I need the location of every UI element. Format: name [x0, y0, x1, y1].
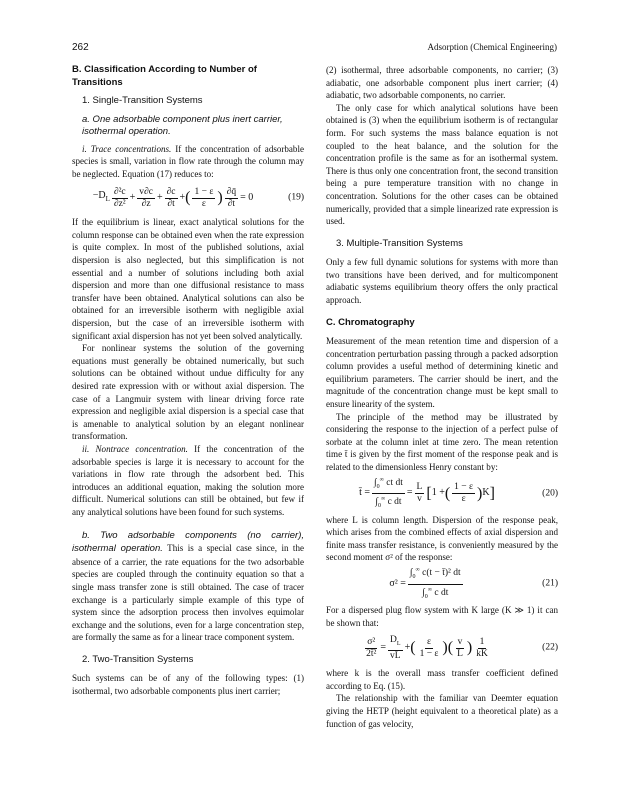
equation-20: [326, 474, 558, 514]
paragraph-multiple-transition: Only a few full dynamic solutions for systems with more than two transitions have been derived, and for multicomponent adiabatic systems equilibrium theory offers the only practical approach.: [326, 257, 558, 305]
nontrace-label: ii. Nontrace concentration.: [82, 443, 188, 454]
paragraph-measurement: Measurement of the mean retention time and dispersion of a concentration perturbation passing through a packed adsorption column provides a useful method of determining kinetic and equilibrium parameters. The carrier should be inert, and the magnitude of the concentration change must be kept small to ensure linearity of the system.: [326, 336, 558, 410]
heading-single-transition: 1. Single-Transition Systems: [82, 95, 203, 106]
equation-22-body: $\frac{\text{σ²}}{\text{2t̄²}}$ = $\frac{D_L}{vL}$ + ( $\frac{\varepsilon}{1 - \varepsilon}$ ) ( $\frac{v}{L}$ ) $\frac{1}{kK}$: [366, 634, 488, 661]
equation-19-text: [0, 0, 1, 1]
equation-19-number: (19): [288, 192, 304, 203]
equation-21-body: σ² = $\frac{\int_0^\infty c(t - t̄)^2 dt}{\int_0^\infty c dt}$: [389, 567, 461, 600]
equation-22: [326, 629, 558, 667]
left-column: [72, 64, 304, 698]
equation-19-body: $-D_L$ $\frac{\text{∂²c}}{\text{∂z²}}$ + $\frac{v\partial c}{\partial z}$ + $\frac{\partial c}{\partial t}$ + ( $\frac{1 - \varepsilon}{\varepsilon}$ ) $\frac{\partial q̄}{\partial t}$ = 0: [92, 186, 254, 209]
page-number: 262: [72, 42, 89, 53]
paragraph-plug-flow: For a dispersed plug flow system with K large (K ≫ 1) it can be shown that:: [326, 605, 558, 628]
equation-21-number: (21): [542, 578, 558, 589]
paragraph-principle: The principle of the method may be illustrated by considering the response to the injection of a perfect pulse of sorbate at the column inlet at time zero. The mean retention time t̄ is given by the first moment of the response peak and is related to the dimensionless Henry constant by:: [326, 411, 558, 473]
paragraph-mass-transfer: where k is the overall mass transfer coefficient defined according to Eq. (15).: [326, 668, 558, 691]
trace-label: i. Trace concentrations.: [82, 143, 172, 154]
equation-22-number: (22): [542, 642, 558, 653]
equation-21: [326, 564, 558, 604]
running-title: Adsorption (Chemical Engineering): [427, 42, 557, 52]
nontrace-text: If the concentration of the adsorbable species is large it is necessary to account for the variations in flow rate through the adsorbent bed. This introduces an additional equation, making the solution more difficult. Numerical solutions can still be obtained, but few if any analytical solutions have been found for such systems.: [72, 443, 304, 517]
two-adsorbable-text: This is a special case since, in the absence of a carrier, the rate equations for the two adsorbable species are coupled through the continuity equation so that a single mass transfer zone is still obtained. The case of tracer exchange is a particularly simple example of this type of system since the adsorption process then involves equimolar exchange and the solutions, even for a large concentration step, are formally the same as for a linear trace component system.: [72, 543, 304, 643]
equation-19: [72, 180, 304, 216]
heading-two-transition: 2. Two-Transition Systems: [82, 653, 194, 665]
heading-section-b: B. Classification According to Number of Transitions: [72, 64, 257, 88]
heading-one-adsorbable: a. One adsorbable component plus inert carrier, isothermal operation.: [82, 113, 283, 137]
paragraph-column-length: where L is column length. Dispersion of the response peak, which arises from the combined effects of axial dispersion and finite mass transfer resistance, is conveniently measured by the second moment σ² of the response:: [326, 514, 558, 563]
equation-text-alternatives: [0, 0, 1, 1]
paragraph-nonlinear: For nonlinear systems the solution of the governing equations must generally be obtained numerically, but such solutions can be obtained without undue difficulty for any desired rate expression with or without axial dispersion. The case of a Langmuir system with linear driving force rate expression and negligible axial dispersion is a special case that is amenable to analytical solution by an elegant nonlinear transformation.: [72, 343, 304, 442]
paragraph-nontrace: [72, 443, 304, 519]
paragraph-van-deemter: The relationship with the familiar van Deemter equation giving the HETP (height equivalent to a theoretical plate) as a function of gas velocity,: [326, 693, 558, 729]
paragraph-two-adsorbable: [72, 529, 304, 644]
paragraph-trace: [72, 143, 304, 181]
equation-20-number: (20): [542, 488, 558, 499]
paragraph-list: (2) isothermal, three adsorbable components, no carrier; (3) adiabatic, one adsorbable component plus inert carrier; (4) adiabatic, two adsorbable components, no carrier.: [326, 65, 558, 101]
paragraph-only-case: The only case for which analytical solutions have been obtained is (3) when the equilibrium isotherm is of rectangular form. For such systems the mass balance equation is not coupled to the heat balance, and the solution for the concentration profile is the same as for an isothermal system. There is thus only one concentration front, the second transition being a pure temperature transition with no change in concentration. Solutions for the other cases can be obtained numerically, provided that a simple linearized rate expression is used.: [326, 102, 558, 227]
trace-text: If the concentration of adsorbable species is small, variation in flow rate through the column may be neglected. Equation (17) reduces to:: [72, 143, 304, 179]
paragraph-linear: If the equilibrium is linear, exact analytical solutions for the column response can be obtained even when the rate expression is quite complex. In most of the published solutions, axial dispersion is also neglected, but this simplification is not essential and a number of solutions including both axial dispersion and more than one diffusional resistance to mass transfer have been obtained. Analytical solutions can also be obtained for an irreversible isotherm with negligible axial dispersion, but the case of an irreversible isotherm with significant axial dispersion has not yet been solved analytically.: [72, 217, 304, 341]
paragraph-two-transition: Such systems can be of any of the following types: (1) isothermal, two adsorbable components plus inert carrier;: [72, 673, 304, 696]
equation-20-body: t̄ = $\frac{\int_0^\infty ct dt}{\int_0^\infty c dt}$ = $\frac{L}{v}$ [ 1 + ( $\frac{1 - \varepsilon}{\varepsilon}$ ) K ]: [359, 477, 495, 510]
heading-chromatography: C. Chromatography: [326, 316, 415, 328]
right-column: [326, 64, 558, 730]
heading-two-adsorbable: b. Two adsorbable components (no carrier), isothermal operation.: [72, 529, 304, 555]
heading-multiple-transition: 3. Multiple-Transition Systems: [336, 237, 463, 249]
